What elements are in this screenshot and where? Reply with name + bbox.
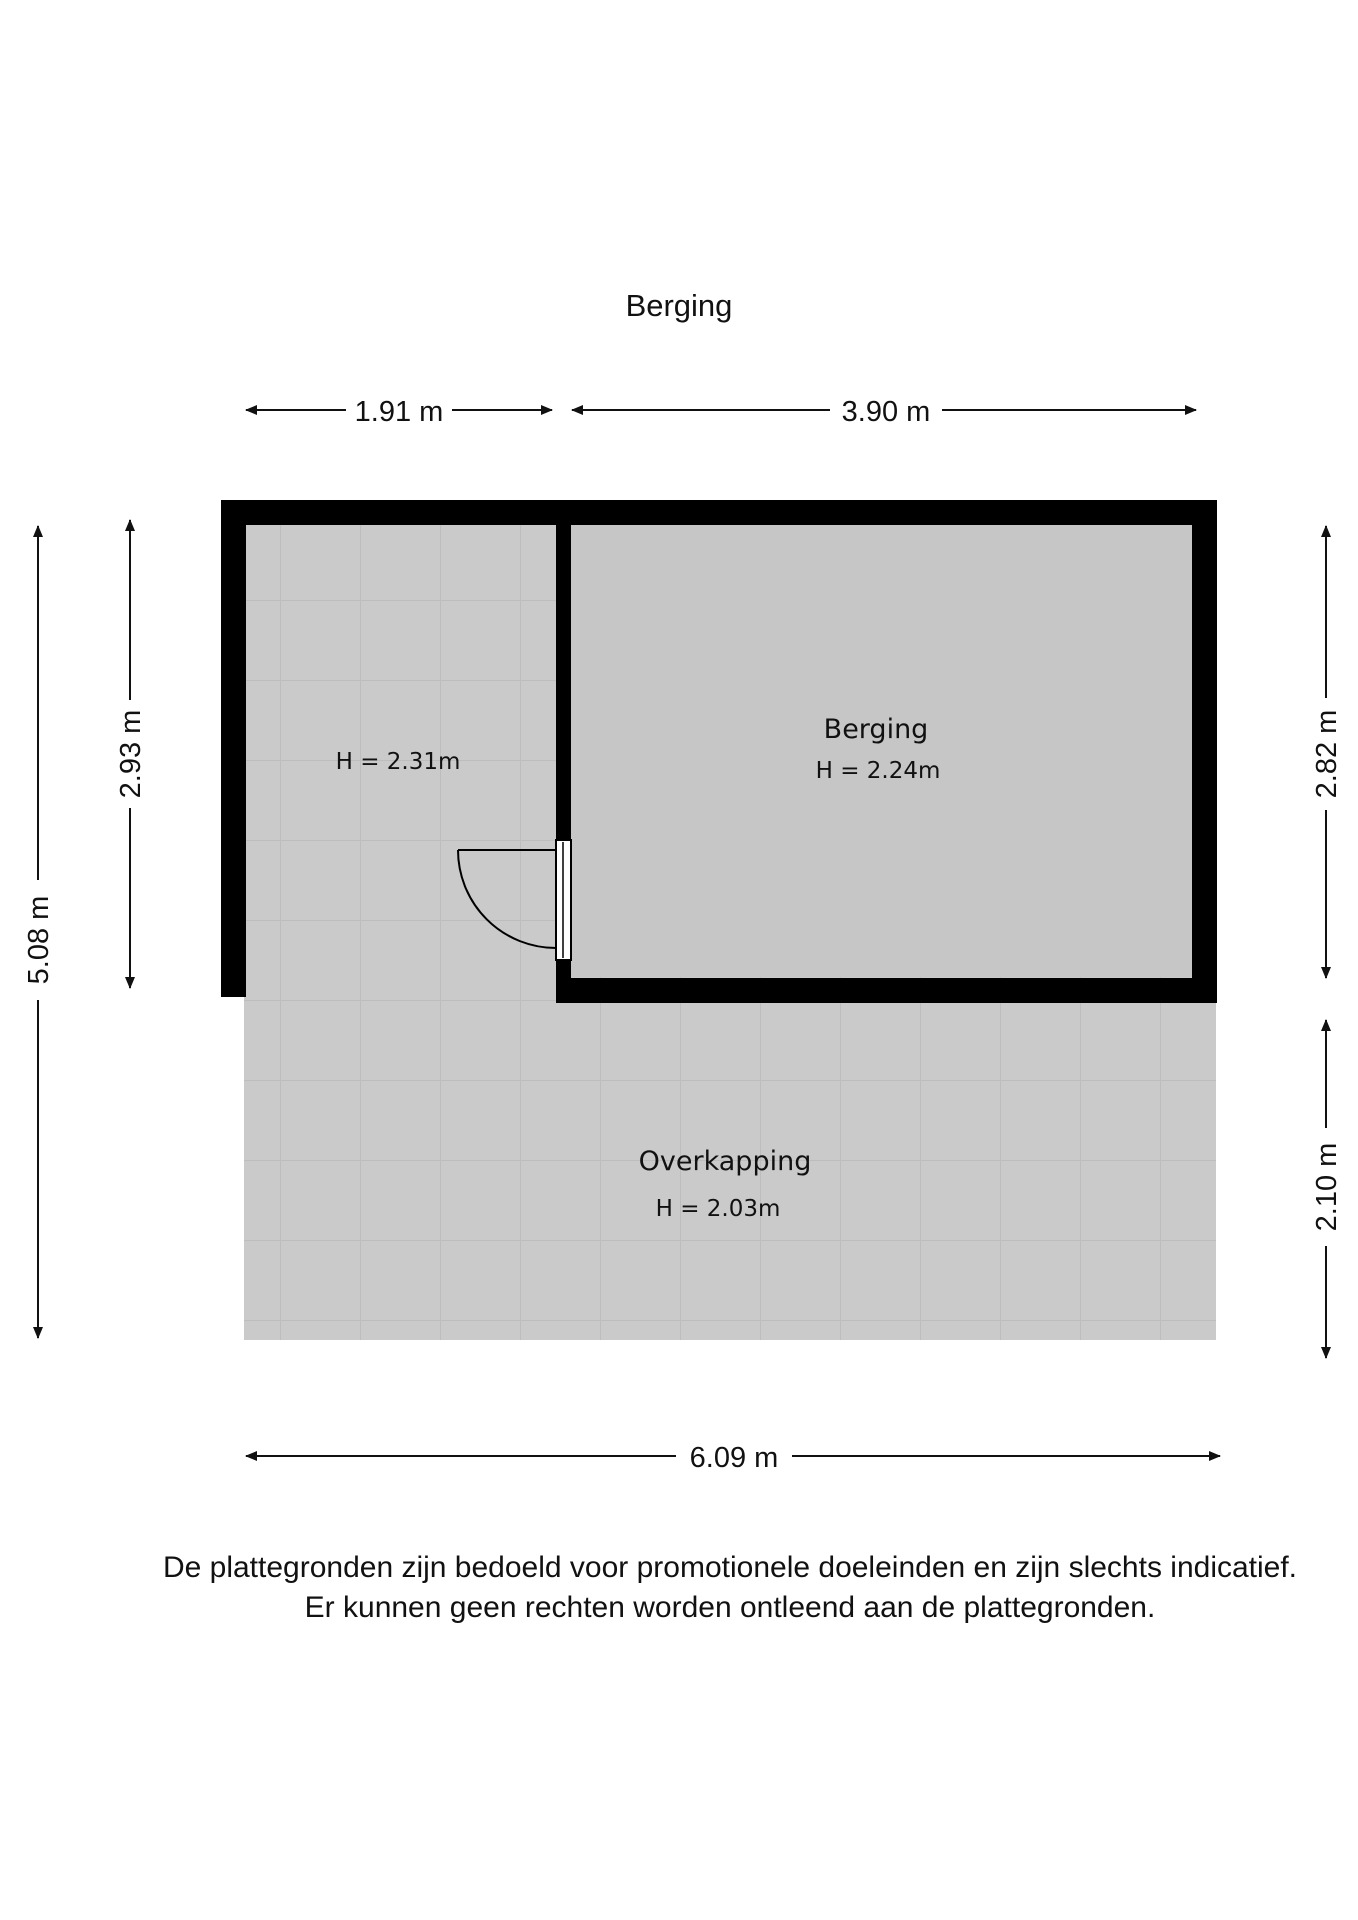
floor-title: Berging [625,288,733,323]
disclaimer [60,1548,1358,1628]
dim-label-bottom: 6.09 m [689,1442,779,1474]
dim-label-left-total: 5.08 m [23,895,55,985]
dim-label-left-room: 2.93 m [115,709,147,799]
dim-label-right-upper: 2.82 m [1311,709,1343,799]
dim-label-top-left: 1.91 m [354,396,444,428]
room-berging-name: Berging [823,714,929,745]
dim-label-top-right: 3.90 m [841,396,931,428]
disclaimer-line-1: De plattegronden zijn bedoeld voor promotionele doeleinden en zijn slechts indicatief. [162,1551,1298,1584]
berging-floor [570,525,1192,977]
room-overkapping-height: H = 2.03m [655,1196,781,1222]
disclaimer-line-2: Er kunnen geen rechten worden ontleend aan de plattegronden. [304,1591,1156,1624]
room-left-space-height: H = 2.31m [335,749,461,775]
dim-label-right-lower: 2.10 m [1311,1142,1343,1232]
room-overkapping-name: Overkapping [638,1146,812,1177]
room-berging-height: H = 2.24m [815,758,941,784]
